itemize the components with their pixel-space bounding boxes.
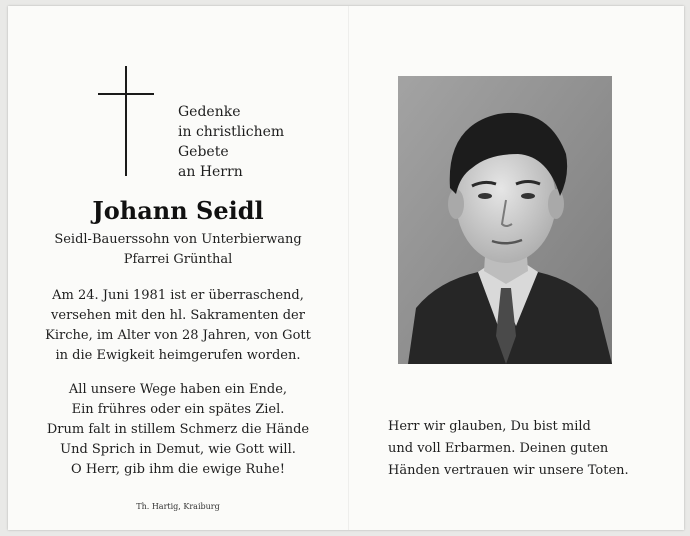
right-verse-line: Herr wir glauben, Du bist mild bbox=[388, 419, 591, 434]
verse-text bbox=[8, 380, 348, 460]
subtitle-line: Pfarrei Grünthal bbox=[123, 252, 233, 267]
portrait-photo bbox=[398, 76, 612, 364]
gedenke-text bbox=[178, 102, 284, 182]
deceased-name: Johann Seidl bbox=[92, 196, 264, 225]
gedenke-line: an Herrn bbox=[178, 164, 243, 180]
portrait-illustration bbox=[398, 76, 612, 364]
card-fold bbox=[348, 6, 349, 530]
gedenke-line: Gedenke bbox=[178, 104, 241, 120]
gedenke-line: Gebete bbox=[178, 144, 229, 160]
verse-line: Drum falt in stillem Schmerz die Hände bbox=[46, 422, 310, 437]
prayer-text: O Herr, gib ihm die ewige Ruhe! bbox=[71, 462, 285, 477]
announcement-text bbox=[8, 286, 348, 366]
announcement-line: Kirche, im Alter von 28 Jahren, von Gott bbox=[45, 328, 311, 343]
deceased-subtitle bbox=[8, 230, 348, 270]
right-verse bbox=[388, 416, 629, 482]
cross-icon-bar bbox=[98, 93, 154, 95]
right-verse-line: und voll Erbarmen. Deinen guten bbox=[388, 441, 609, 456]
verse-line: Ein frühres oder ein spätes Ziel. bbox=[71, 402, 285, 417]
cross-icon bbox=[125, 66, 127, 176]
gedenke-line: in christlichem bbox=[178, 124, 285, 140]
printer-credit: Th. Hartig, Kraiburg bbox=[136, 502, 220, 511]
right-verse-line: Händen vertrauen wir unsere Toten. bbox=[388, 463, 629, 478]
verse-line: Und Sprich in Demut, wie Gott will. bbox=[60, 442, 296, 457]
announcement-line: versehen mit den hl. Sakramenten der bbox=[51, 308, 305, 323]
memorial-card bbox=[8, 6, 684, 530]
subtitle-line: Seidl-Bauerssohn von Unterbierwang bbox=[54, 232, 302, 247]
verse-line: All unsere Wege haben ein Ende, bbox=[68, 382, 288, 397]
announcement-line: in die Ewigkeit heimgerufen worden. bbox=[55, 348, 301, 363]
announcement-line: Am 24. Juni 1981 ist er überraschend, bbox=[52, 288, 304, 303]
